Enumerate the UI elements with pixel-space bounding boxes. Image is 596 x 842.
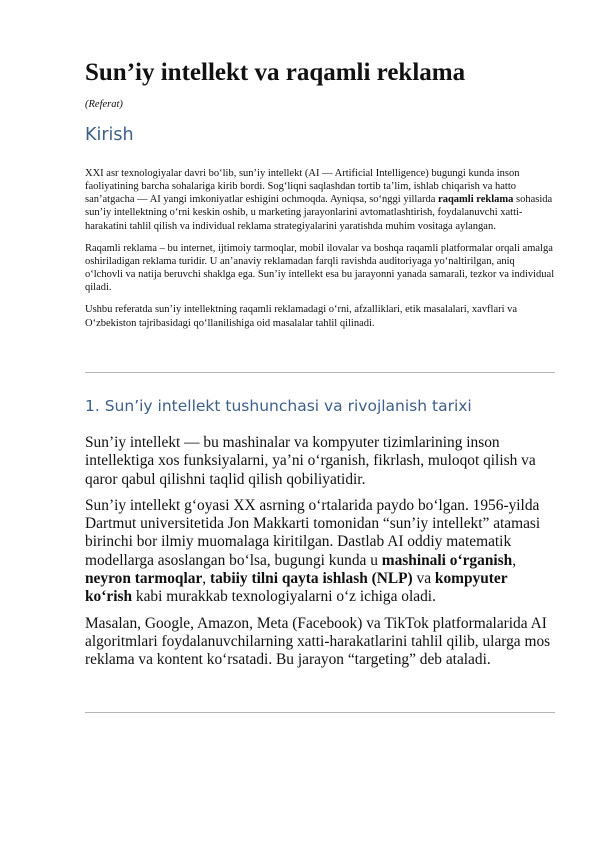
s1-p2-sep-3: va	[412, 570, 435, 588]
section-1-body	[85, 434, 557, 678]
s1-p2-bold-1: mashinali o‘rganish	[381, 551, 513, 569]
section-1-paragraph-2	[85, 497, 557, 607]
section-1-paragraph-1: Sun’iy intellekt — bu mashinalar va kompyuter tizimlarining inson intellektiga xos funksiyalarni, ya’ni o‘rganish, fikrlash, muloqot qilish va qaror qabul qilishni taqlid qilish qobiliyatidir.	[85, 434, 536, 488]
s1-p2-bold-4: kompyuter ko‘rish	[85, 570, 508, 606]
document-subtitle: (Referat)	[85, 99, 123, 110]
intro-paragraph-2: Raqamli reklama – bu internet, ijtimoiy tarmoqlar, mobil ilovalar va boshqa raqamli platformalar orqali amalga oshiriladigan reklama turidir. U an’anaviy reklamadan farqli ravishda auditoriyaga yo‘naltirilgan, aniq o‘lchovli va natija beruvchi shaklga ega. Sun’iy intellekt esa bu jarayonni yanada samarali, tezkor va individual qiladi.	[85, 242, 555, 294]
section-divider-bottom	[85, 712, 555, 713]
s1-p2-sep-1: ,	[512, 551, 517, 569]
intro-p1-bold: raqamli reklama	[438, 194, 514, 206]
intro-paragraph-1	[85, 167, 555, 233]
intro-section	[85, 167, 555, 339]
section-1-heading: 1. Sun’iy intellekt tushunchasi va rivojlanish tarixi	[85, 397, 472, 415]
intro-heading: Kirish	[85, 125, 134, 145]
s1-p2-bold-2: neyron tarmoqlar	[85, 570, 203, 588]
intro-p1-text-c: sohasida sun’iy intellektning o‘rni keskin oshib, u marketing jarayonlarini avtomatlashtirish, foydalanuvchi xatti-harakatini tahlil qilish va individual reklama strategiyalarini yaratishda muhim vositaga aylangan.	[85, 194, 553, 232]
section-divider	[85, 372, 555, 373]
s1-p2-bold-3: tabiiy tilni qayta ishlash (NLP)	[209, 570, 413, 588]
s1-p2-text-c: kabi murakkab texnologiyalarni o‘z ichiga oladi.	[132, 588, 436, 606]
intro-paragraph-3: Ushbu referatda sun’iy intellektning raqamli reklamadagi o‘rni, afzalliklari, etik masalalari, xavflari va O‘zbekiston tajribasidagi qo‘llanilishiga oid masalalar tahlil qilinadi.	[85, 304, 518, 329]
s1-p2-sep-2: ,	[202, 570, 210, 588]
document-title: Sun’iy intellekt va raqamli reklama	[85, 59, 466, 86]
section-1-paragraph-3: Masalan, Google, Amazon, Meta (Facebook) va TikTok platformalarida AI algoritmlari foydalanuvchilarning xatti-harakatlarini tahlil qilib, ularga mos reklama va kontent ko‘rsatadi. Bu jarayon “targeting” deb ataladi.	[85, 614, 551, 669]
intro-p1-text-a: XXI asr texnologiyalar davri bo‘lib, sun’iy intellekt (AI — Artificial Intelligence) bugungi kunda inson faoliyatining barcha sohalariga kirib bordi. Sog‘liqni saqlashdan tortib ta’lim, ishlab chiqarish va hatto san’atgacha — AI yangi imkoniyatlar eshigini ochmoqda. Ayniqsa, so‘nggi yillarda	[85, 168, 520, 206]
s1-p2-text-a: Sun’iy intellekt g‘oyasi XX asrning o‘rtalarida paydo bo‘lgan. 1956-yilda Dartmut universitetida Jon Makkarti tomonidan “sun’iy intellekt” atamasi birinchi bor ilmiy muomalaga kiritilgan. Dastlab AI oddiy matematik modellarga asoslangan bo‘lsa, bugungi kunda u	[85, 496, 541, 569]
